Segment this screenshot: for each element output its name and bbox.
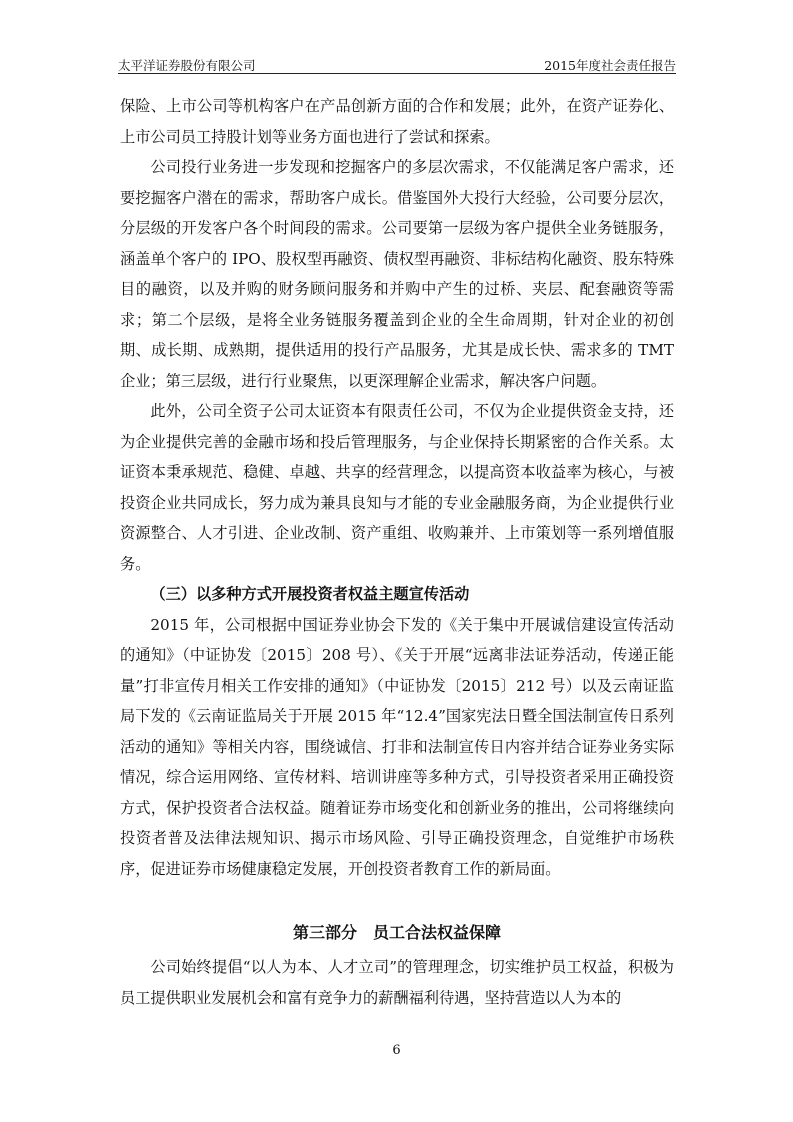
header-report-title: 2015年度社会责任报告 <box>544 58 676 73</box>
page-body <box>120 91 674 1013</box>
paragraph-investor-education: 2015 年，公司根据中国证券业协会下发的《关于集中开展诚信建设宣传活动的通知》（中证协发〔2015〕208 号）、《关于开展“远离非法证券活动，传递正能量”打非宣传月相关工作安排的通知》（中证协发〔2015〕212 号）以及云南证监局下发的《云南证监局关于开展 2015 年“12.4”国家宪法日暨全国法制宣传日系列活动的通知》等相关内容，围绕诚信、打非和法制宣传日内容并结合证券业务实际情况，综合运用网络、宣传材料、培训讲座等多种方式，引导投资者采用正确投资方式，保护投资者合法权益。随着证券市场变化和创新业务的推出，公司将继续向投资者普及法律法规知识、揭示市场风险、引导正确投资理念，自觉维护市场秩序，促进证券市场健康稳定发展，开创投资者教育工作的新局面。 <box>120 615 674 878</box>
section-heading-investor-rights: （三）以多种方式开展投资者权益主题宣传活动 <box>150 585 470 603</box>
paragraph-continued: 保险、上市公司等机构客户在产品创新方面的合作和发展；此外，在资产证券化、上市公司员工持股计划等业务方面也进行了尝试和探索。 <box>120 97 674 146</box>
page-header <box>118 52 676 74</box>
paragraph-employee-rights: 公司始终提倡“以人为本、人才立司”的管理理念，切实维护员工权益，积极为员工提供职业发展机会和富有竞争力的薪酬福利待遇，坚持营造以人为本的 <box>120 958 674 1007</box>
paragraph-subsidiary: 此外，公司全资子公司太证资本有限责任公司，不仅为企业提供资金支持，还为企业提供完善的金融市场和投后管理服务，与企业保持长期紧密的合作关系。太证资本秉承规范、稳健、卓越、共享的经营理念，以提高资本收益率为核心，与被投资企业共同成长，努力成为兼具良知与才能的专业金融服务商，为企业提供行业资源整合、人才引进、企业改制、资产重组、收购兼并、上市策划等一系列增值服务。 <box>120 402 674 573</box>
header-company-name: 太平洋证券股份有限公司 <box>118 58 256 73</box>
header-divider <box>118 73 676 74</box>
paragraph-investment-banking: 公司投行业务进一步发现和挖掘客户的多层次需求，不仅能满足客户需求，还要挖掘客户潜在的需求，帮助客户成长。借鉴国外大投行大经验，公司要分层次，分层级的开发客户各个时间段的需求。公司要第一层级为客户提供全业务链服务，涵盖单个客户的 IPO、股权型再融资、债权型再融资、非标结构化融资、股东特殊目的融资，以及并购的财务顾问服务和并购中产生的过桥、夹层、配套融资等需求；第二个层级，是将全业务链服务覆盖到企业的全生命周期，针对企业的初创期、成长期、成熟期，提供适用的投行产品服务，尤其是成长快、需求多的 TMT 企业；第三层级，进行行业聚焦，以更深理解企业需求，解决客户问题。 <box>120 158 674 390</box>
page-number: 6 <box>392 1043 401 1058</box>
part-heading-employee-rights: 第三部分 员工合法权益保障 <box>292 923 501 942</box>
